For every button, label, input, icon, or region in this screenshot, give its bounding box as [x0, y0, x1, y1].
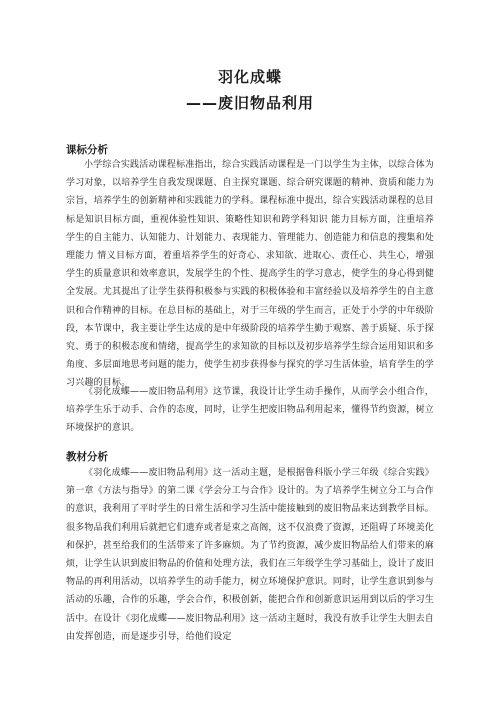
document-title: 羽化成蝶: [217, 68, 282, 86]
document-subtitle: ——废旧物品利用: [185, 94, 314, 112]
textbook-paragraph-1: 《羽化成蝶——废旧物品利用》这一活动主题，是根据鲁科版小学三年级《综合实践》第一章《方法与指导》的第二课《学会分工与合作》设计的。为了培养学生树立分工与合作的意识，我利用了平时学生的日常生活和学习生活中能接触到的废旧物品来达到教学目标。很多物品我们利用后就把它们遗弃或者是束之高阁，这不仅浪费了资源，还阻碍了环境美化和保护，甚至给我们的生活带来了许多麻烦。为了节约资源，减少废旧物品给人们带来的麻烦，让学生认识到废旧物品的价值和处理方法，我们在三年级学生学习基础上，设计了废旧物品的再利用活动，以培养学生的动手能力，树立环境保护意识。同时，让学生意识到参与活动的乐趣，合作的乐趣，学会合作，积极创新，能把合作和创新意识运用到以后的学习生活中。在设计《羽化成蝶——废旧物品利用》这一活动主题时，我没有放手让学生大胆去自由发挥创造，而是逐步引导，给他们设定: [66, 468, 435, 642]
section-heading-textbook-analysis: 教材分析: [66, 451, 108, 463]
section-heading-curriculum-analysis: 课标分析: [66, 144, 108, 156]
curriculum-paragraph-2: 《羽化成蝶——废旧物品利用》这节课，我设计让学生动手操作，从而学会小组合作，培养学生乐于动手、合作的态度，同时，让学生把废旧物品利用起来，懂得节约资源，树立环境保护的意识。: [66, 387, 435, 434]
curriculum-paragraph-1: 小学综合实践活动课程标准指出，综合实践活动课程是一门以学生为主体，以综合体为学习对象，以培养学生自我发现课题、自主探究课题、综合研究课题的精神、资质和能力为宗旨，培养学生的创新精神和实践能力的学科。课程标准中提出，综合实践活动课程的总目标是知识目标方面，重视体验性知识、策略性知识和跨学科知识 能力目标方面，注重培养学生的自主能力、认知能力、计划能力、表现能力、管理能力、创造能力和信息的搜集和处理能力 情义目标方面，着重培养学生的好奇心、求知欲、进取心、责任心、共生心，增强学生的质量意识和效率意识，发展学生的个性、提高学生的学习意志，使学生的身心得到健全发展。尤其提出了让学生获得积极参与实践的积极体验和丰富经验以及培养学生的自主意识和合作精神的目标。在总目标的基础上，对于三年级的学生而言，正处于小学的中年级阶段，本节课中，我主要让学生达成的是中年级阶段的培养学生勤于观察、善于质疑、乐于探究、勇于的积极态度和情绪，提高学生的求知欲的目标以及初步培养学生综合运用知识和多角度、多层面地思考问题的能力，使学生初步获得参与探究的学习生活体验，培育学生的学习兴趣的目标。: [66, 160, 435, 389]
